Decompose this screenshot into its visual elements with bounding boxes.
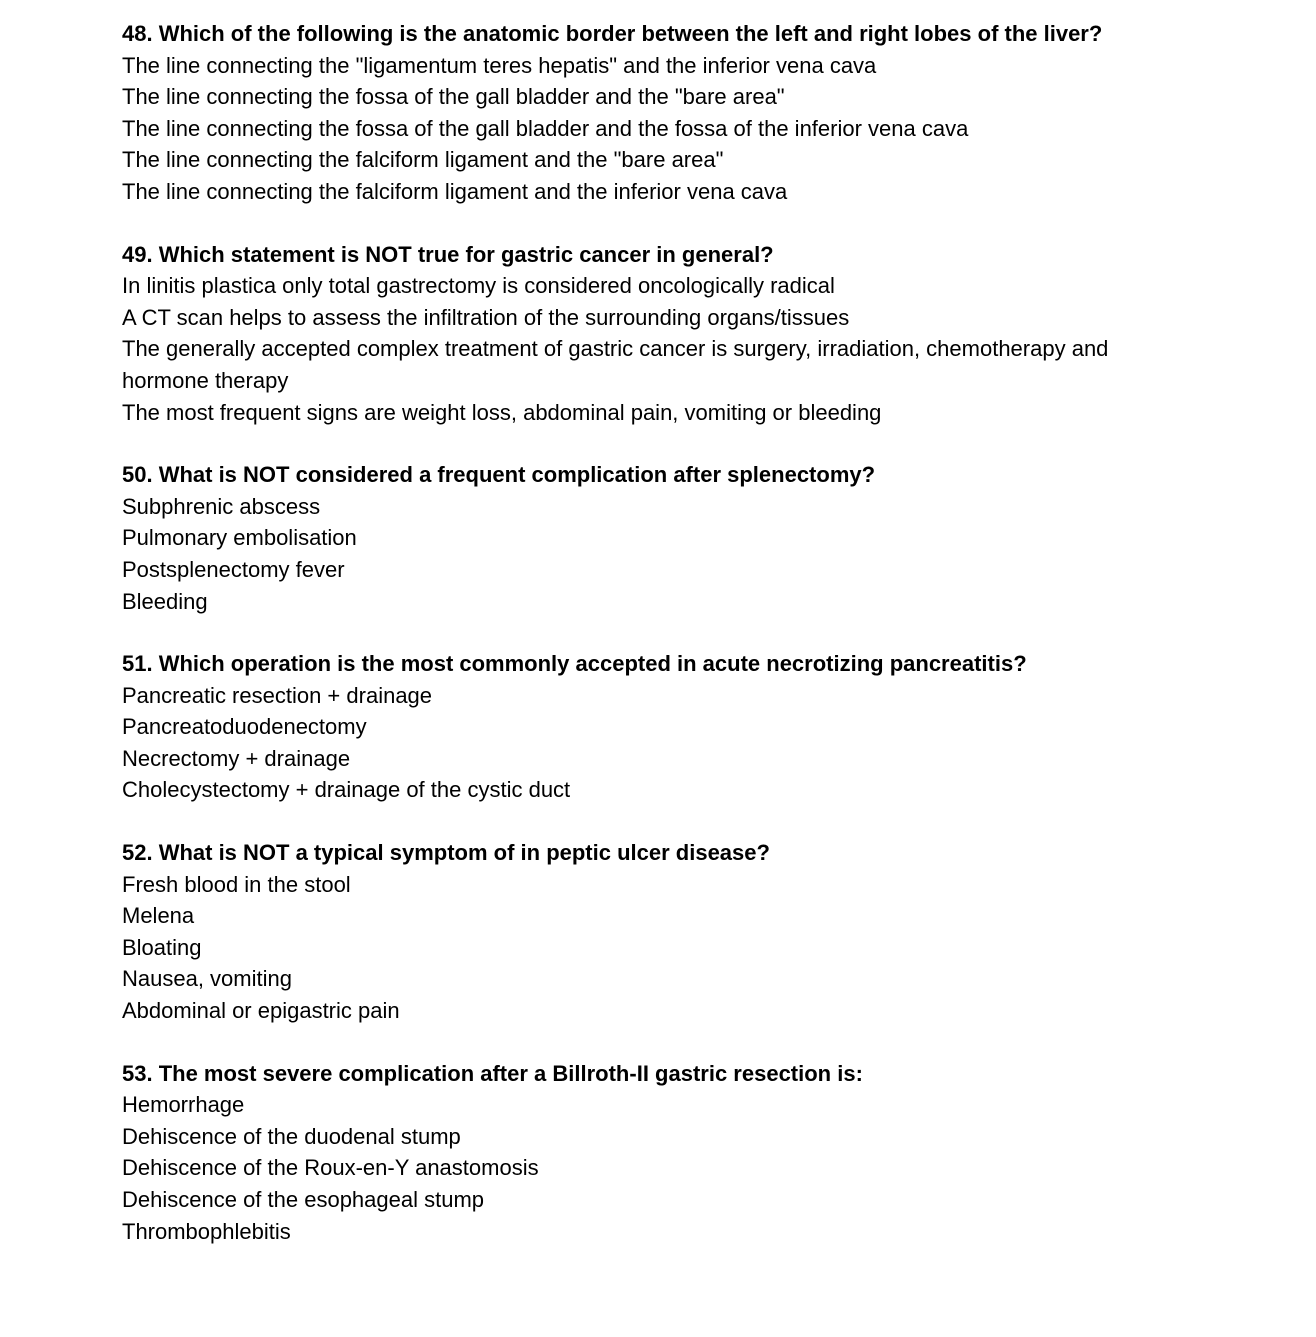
answer-option: Necrectomy + drainage: [122, 745, 351, 771]
question-text: 50. What is NOT considered a frequent complication after splenectomy?: [122, 462, 876, 488]
answer-option: The line connecting the falciform ligament and the "bare area": [122, 147, 724, 173]
answer-option: Hemorrhage: [122, 1092, 245, 1118]
answer-option: Dehiscence of the duodenal stump: [122, 1123, 461, 1149]
question-52: [122, 837, 1197, 1027]
question-49: [122, 239, 1197, 429]
answer-option: Subphrenic abscess: [122, 493, 321, 519]
answer-option: Bloating: [122, 934, 202, 960]
answer-option: Bleeding: [122, 588, 208, 614]
answer-option: Pulmonary embolisation: [122, 525, 357, 551]
answer-option: The generally accepted complex treatment of gastric cancer is surgery, irradiation, chemotherapy and hormone therapy: [122, 336, 1109, 393]
answer-option: Dehiscence of the Roux-en-Y anastomosis: [122, 1155, 539, 1181]
question-51: [122, 648, 1197, 806]
answer-option: Fresh blood in the stool: [122, 871, 351, 897]
answer-option: Pancreatoduodenectomy: [122, 714, 367, 740]
answer-option: Thrombophlebitis: [122, 1218, 291, 1244]
answer-option: Pancreatic resection + drainage: [122, 682, 433, 708]
answer-option: Postsplenectomy fever: [122, 556, 345, 582]
answer-option: Abdominal or epigastric pain: [122, 998, 400, 1024]
answer-option: The line connecting the fossa of the gall bladder and the fossa of the inferior vena cava: [122, 115, 969, 141]
question-50: [122, 459, 1197, 617]
question-text: 51. Which operation is the most commonly accepted in acute necrotizing pancreatitis?: [122, 651, 1027, 677]
question-text: 48. Which of the following is the anatomic border between the left and right lobes of the liver?: [122, 21, 1103, 46]
answer-option: Melena: [122, 903, 195, 929]
question-text: 53. The most severe complication after a Billroth-II gastric resection is:: [122, 1060, 863, 1086]
question-list: [122, 18, 1197, 1278]
answer-option: The most frequent signs are weight loss, abdominal pain, vomiting or bleeding: [122, 399, 882, 425]
answer-option: Nausea, vomiting: [122, 966, 292, 992]
answer-option: The line connecting the "ligamentum teres hepatis" and the inferior vena cava: [122, 52, 877, 78]
question-text: 49. Which statement is NOT true for gastric cancer in general?: [122, 241, 774, 267]
answer-option: Cholecystectomy + drainage of the cystic duct: [122, 777, 571, 803]
question-53: [122, 1058, 1197, 1248]
answer-option: In linitis plastica only total gastrectomy is considered oncologically radical: [122, 273, 835, 299]
question-48: [122, 18, 1197, 208]
answer-option: The line connecting the fossa of the gall bladder and the "bare area": [122, 84, 785, 110]
answer-option: The line connecting the falciform ligament and the inferior vena cava: [122, 178, 788, 204]
question-text: 52. What is NOT a typical symptom of in peptic ulcer disease?: [122, 840, 770, 866]
answer-option: A CT scan helps to assess the infiltration of the surrounding organs/tissues: [122, 304, 850, 330]
answer-option: Dehiscence of the esophageal stump: [122, 1187, 485, 1212]
